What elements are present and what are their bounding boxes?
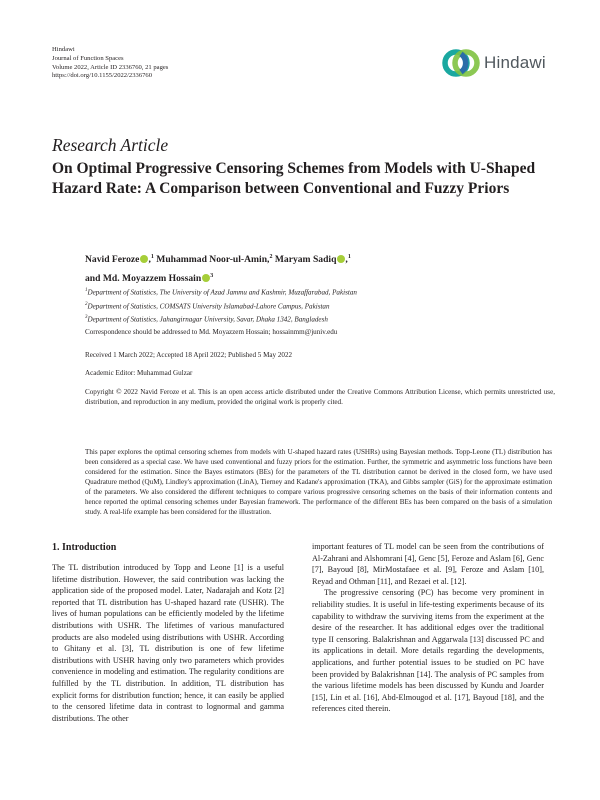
- hindawi-logo-icon: [440, 43, 482, 83]
- article-type: Research Article: [52, 135, 169, 155]
- logo-wordmark: Hindawi: [484, 53, 546, 72]
- orcid-icon[interactable]: [202, 274, 210, 282]
- author-list: Navid Feroze ,$^1$ Muhammad Noor-ul-Amin,$^2$ Maryam Sadiq ,$^1$ and Md. Moyazzem Hossain $^3$: [85, 254, 351, 285]
- section-heading: 1. Introduction: [52, 542, 117, 553]
- affiliation: $^1$Department of Statistics, The University of Azad Jammu and Kashmir, Muzaffarabad, Pakistan: [85, 288, 357, 297]
- author-affiliation-mark: 2: [269, 254, 273, 260]
- article-title: On Optimal Progressive Censoring Schemes from Models with U-Shaped Hazard Rate: A Comparison between Conventional and Fuzzy Priors: [52, 160, 536, 197]
- author-affiliation-mark: 1: [347, 254, 351, 260]
- doi-link[interactable]: https://doi.org/10.1155/2022/2336760: [52, 72, 153, 80]
- author-name[interactable]: Navid Feroze: [85, 254, 140, 266]
- abstract: This paper explores the optimal censoring schemes from models with U-shaped hazard rates (USHRs) using Bayesian methods. Topp-Leone (TL) distribution has been considered as a special case. We have used conventional and fuzzy priors for the estimation. Further, the symmetric and asymmetric loss functions have been considered for the estimation. Since the Bayes estimators (BEs) for the parameters of the TL distribution cannot be derived in the closed form, we have used Quadrature method (QuM), Lindley's approximation (LinA), Tierney and Kadane's approximation (TKA), and Gibbs sampler (GiS) for the approximate estimation of the parameters. We also considered the different techniques to compare various progressive censoring schemes on the basis of their information contents and hence reported the optimal censoring schemes under Bayesian framework. The performance of the different BEs has been compared on the basis of a simulation study. A real-life example has been considered for the illustration.: [85, 448, 552, 516]
- affiliation: $^3$Department of Statistics, Jahangirnagar University, Savar, Dhaka 1342, Bangladesh: [85, 315, 328, 324]
- publisher-name: Hindawi: [52, 46, 75, 53]
- journal-meta: [52, 46, 168, 81]
- hindawi-logo[interactable]: [440, 43, 552, 83]
- left-column: [52, 562, 284, 724]
- academic-editor: Academic Editor: Muhammad Gulzar: [85, 369, 193, 377]
- author-name[interactable]: and Md. Moyazzem Hossain: [85, 273, 202, 285]
- paragraph: important features of TL model can be seen from the contributions of Al-Zahrani and Alshomrani [4], Genc [5], Feroze and Aslam [6], Genc [7], Bayoud [8], MirMostafaee et al. [9], Feroze and Aslam [10], Reyad and Othman [11], and Rezaei et al. [12].: [312, 542, 544, 586]
- copyright-notice: Copyright © 2022 Navid Feroze et al. This is an open access article distributed under the Creative Commons Attribution License, which permits unrestricted use, distribution, and reproduction in any medium, provided the original work is properly cited.: [85, 388, 555, 406]
- affiliation-list: [85, 285, 555, 326]
- affiliation: $^2$Department of Statistics, COMSATS University Islamabad-Lahore Campus, Pakistan: [85, 301, 330, 310]
- author-affiliation-mark: 1: [150, 254, 154, 260]
- paragraph: The TL distribution introduced by Topp and Leone [1] is a useful lifetime distribution. However, the said contribution was lacking the application side of the proposed model. Later, Nadarajah and Kotz [2] reported that TL distribution has U-shaped hazard rate (USHR). The lives of human populations can be efficiently modeled by the lifetime distributions with USHR. The lifetimes of various manufactured products are also modeled using distributions with USHR. According to Ghitany et al. [3], TL distribution is one of few lifetime distributions with USHR having only two parameters which provides convenience in modeling and estimation. The regularity conditions are fulfilled by the TL distribution. In addition, TL distribution has explicit forms for distribution function; hence, it can easily be applied to the censored lifetime data in contrast to lognormal and gamma distributions. The other: [52, 563, 284, 723]
- volume-info: Volume 2022, Article ID 2336760, 21 pages: [52, 63, 169, 71]
- author-affiliation-mark: 3: [210, 273, 214, 280]
- right-column: [312, 541, 544, 715]
- author-name[interactable]: Maryam Sadiq: [274, 254, 337, 266]
- author-name[interactable]: Muhammad Noor-ul-Amin,: [156, 254, 270, 266]
- correspondence-note: Correspondence should be addressed to Md. Moyazzem Hossain; hossainmm@juniv.edu: [85, 328, 338, 336]
- journal-name: Journal of Function Spaces: [52, 54, 124, 62]
- article-dates: Received 1 March 2022; Accepted 18 April 2022; Published 5 May 2022: [85, 351, 293, 359]
- paragraph: The progressive censoring (PC) has become very prominent in reliability studies. It is useful in life-testing experiments because of its capability to withdraw the surviving items from the experiment at the desire of the researcher. It has additional edges over the traditional type II censoring. Balakrishnan and Aggarwala [13] discussed PC and its applications in detail. More details regarding the developments, applications, and further potential issues to be studied on PC have been provided by Balakrishnan [14]. The analysis of PC samples from the various lifetime models has been discussed by Kundu and Joarder [15], Lin et al. [16], Abd-Elmougod et al. [17], Bayoud [18], and the references cited therein.: [312, 588, 544, 714]
